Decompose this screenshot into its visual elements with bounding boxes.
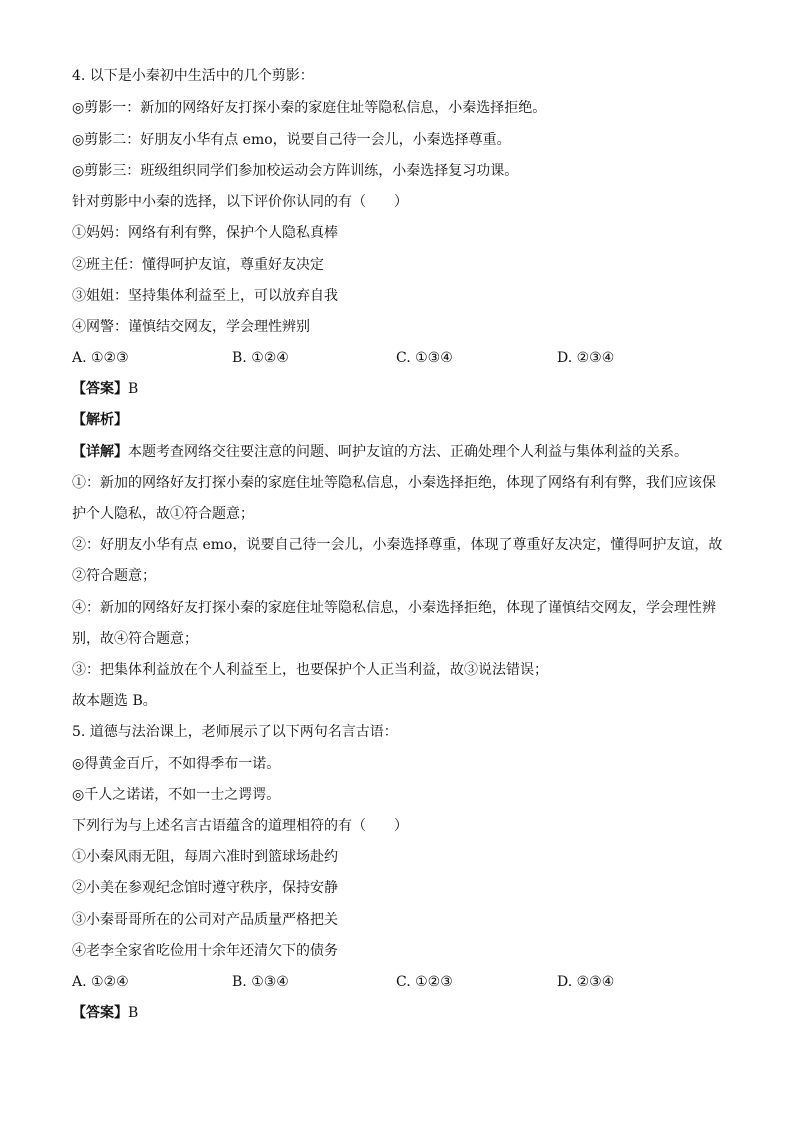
q4-analysis-line-9: 故本题选 B。 [72,693,157,709]
q4-detail-line-1 [72,442,688,462]
q4-stem: 4. 以下是小秦初中生活中的几个剪影： [72,68,314,84]
q5-item-1: ①小秦风雨无阻，每周六准时到篮球场赴约 [72,849,338,865]
q4-analysis-label: 【解析】 [72,412,128,428]
q5-item-3: ③小秦哥哥所在的公司对产品质量严格把关 [72,912,338,928]
q5-option-a: A. ①②④ [72,974,129,990]
q4-scene-1: ◎剪影一：新加的网络好友打探小秦的家庭住址等隐私信息，小秦选择拒绝。 [72,100,547,116]
q4-analysis-line-5: ②符合题意； [72,568,156,584]
q4-item-4: ④网警：谨慎结交网友，学会理性辨别 [72,319,310,335]
q4-answer-label: 【答案】 [72,381,128,397]
q4-detail-text: 本题考查网络交往要注意的问题、呵护友谊的方法、正确处理个人利益与集体利益的关系。 [128,444,688,460]
q4-analysis-line-7: 别，故④符合题意； [72,631,198,647]
q5-option-d: D. ②③④ [557,974,615,990]
q4-option-c: C. ①③④ [396,350,453,366]
q4-item-3: ③姐姐：坚持集体利益至上，可以放弃自我 [72,288,338,304]
q4-analysis-line-6: ④：新加的网络好友打探小秦的家庭住址等隐私信息，小秦选择拒绝，体现了谨慎结交网友，学会理性辨 [72,600,716,616]
q4-answer-value: B [128,381,139,397]
q4-analysis-line-4: ②：好朋友小华有点 emo，说要自己待一会儿，小秦选择尊重，体现了尊重好友决定，懂得呵护友谊，故 [72,537,723,553]
q4-option-a: A. ①②③ [72,350,129,366]
q4-scene-2: ◎剪影二：好朋友小华有点 emo，说要自己待一会儿，小秦选择尊重。 [72,132,511,148]
q5-option-c: C. ①②③ [396,974,453,990]
q5-option-b: B. ①③④ [232,974,289,990]
q4-item-1: ①妈妈：网络有利有弊，保护个人隐私真棒 [72,225,338,241]
q4-item-2: ②班主任：懂得呵护友谊，尊重好友决定 [72,257,324,273]
q4-analysis-line-2: ①：新加的网络好友打探小秦的家庭住址等隐私信息，小秦选择拒绝，体现了网络有利有弊，我们应该保 [72,475,716,491]
q4-detail-label: 【详解】 [72,444,128,460]
q4-analysis-line-3: 护个人隐私，故①符合题意； [72,506,254,522]
q4-question: 针对剪影中小秦的选择，以下评价你认同的有（ ） [72,194,408,210]
q4-option-b: B. ①②④ [232,350,289,366]
q5-item-2: ②小美在参观纪念馆时遵守秩序，保持安静 [72,880,338,896]
q4-scene-3: ◎剪影三：班级组织同学们参加校运动会方阵训练，小秦选择复习功课。 [72,163,519,179]
q5-item-4: ④老李全家省吃俭用十余年还清欠下的债务 [72,943,338,959]
q4-option-d: D. ②③④ [557,350,615,366]
q5-quote-2: ◎千人之诺诺，不如一士之谔谔。 [72,787,281,803]
q5-stem: 5. 道德与法治课上，老师展示了以下两句名言古语： [72,724,398,740]
q4-answer [72,379,138,399]
q5-quote-1: ◎得黄金百斤，不如得季布一诺。 [72,756,281,772]
q5-answer [72,1003,138,1023]
q4-analysis-line-8: ③：把集体利益放在个人利益至上，也要保护个人正当利益，故③说法错误； [72,662,548,678]
q5-question: 下列行为与上述名言古语蕴含的道理相符的有（ ） [72,818,408,834]
q5-answer-label: 【答案】 [72,1005,128,1021]
q5-answer-value: B [128,1005,139,1021]
